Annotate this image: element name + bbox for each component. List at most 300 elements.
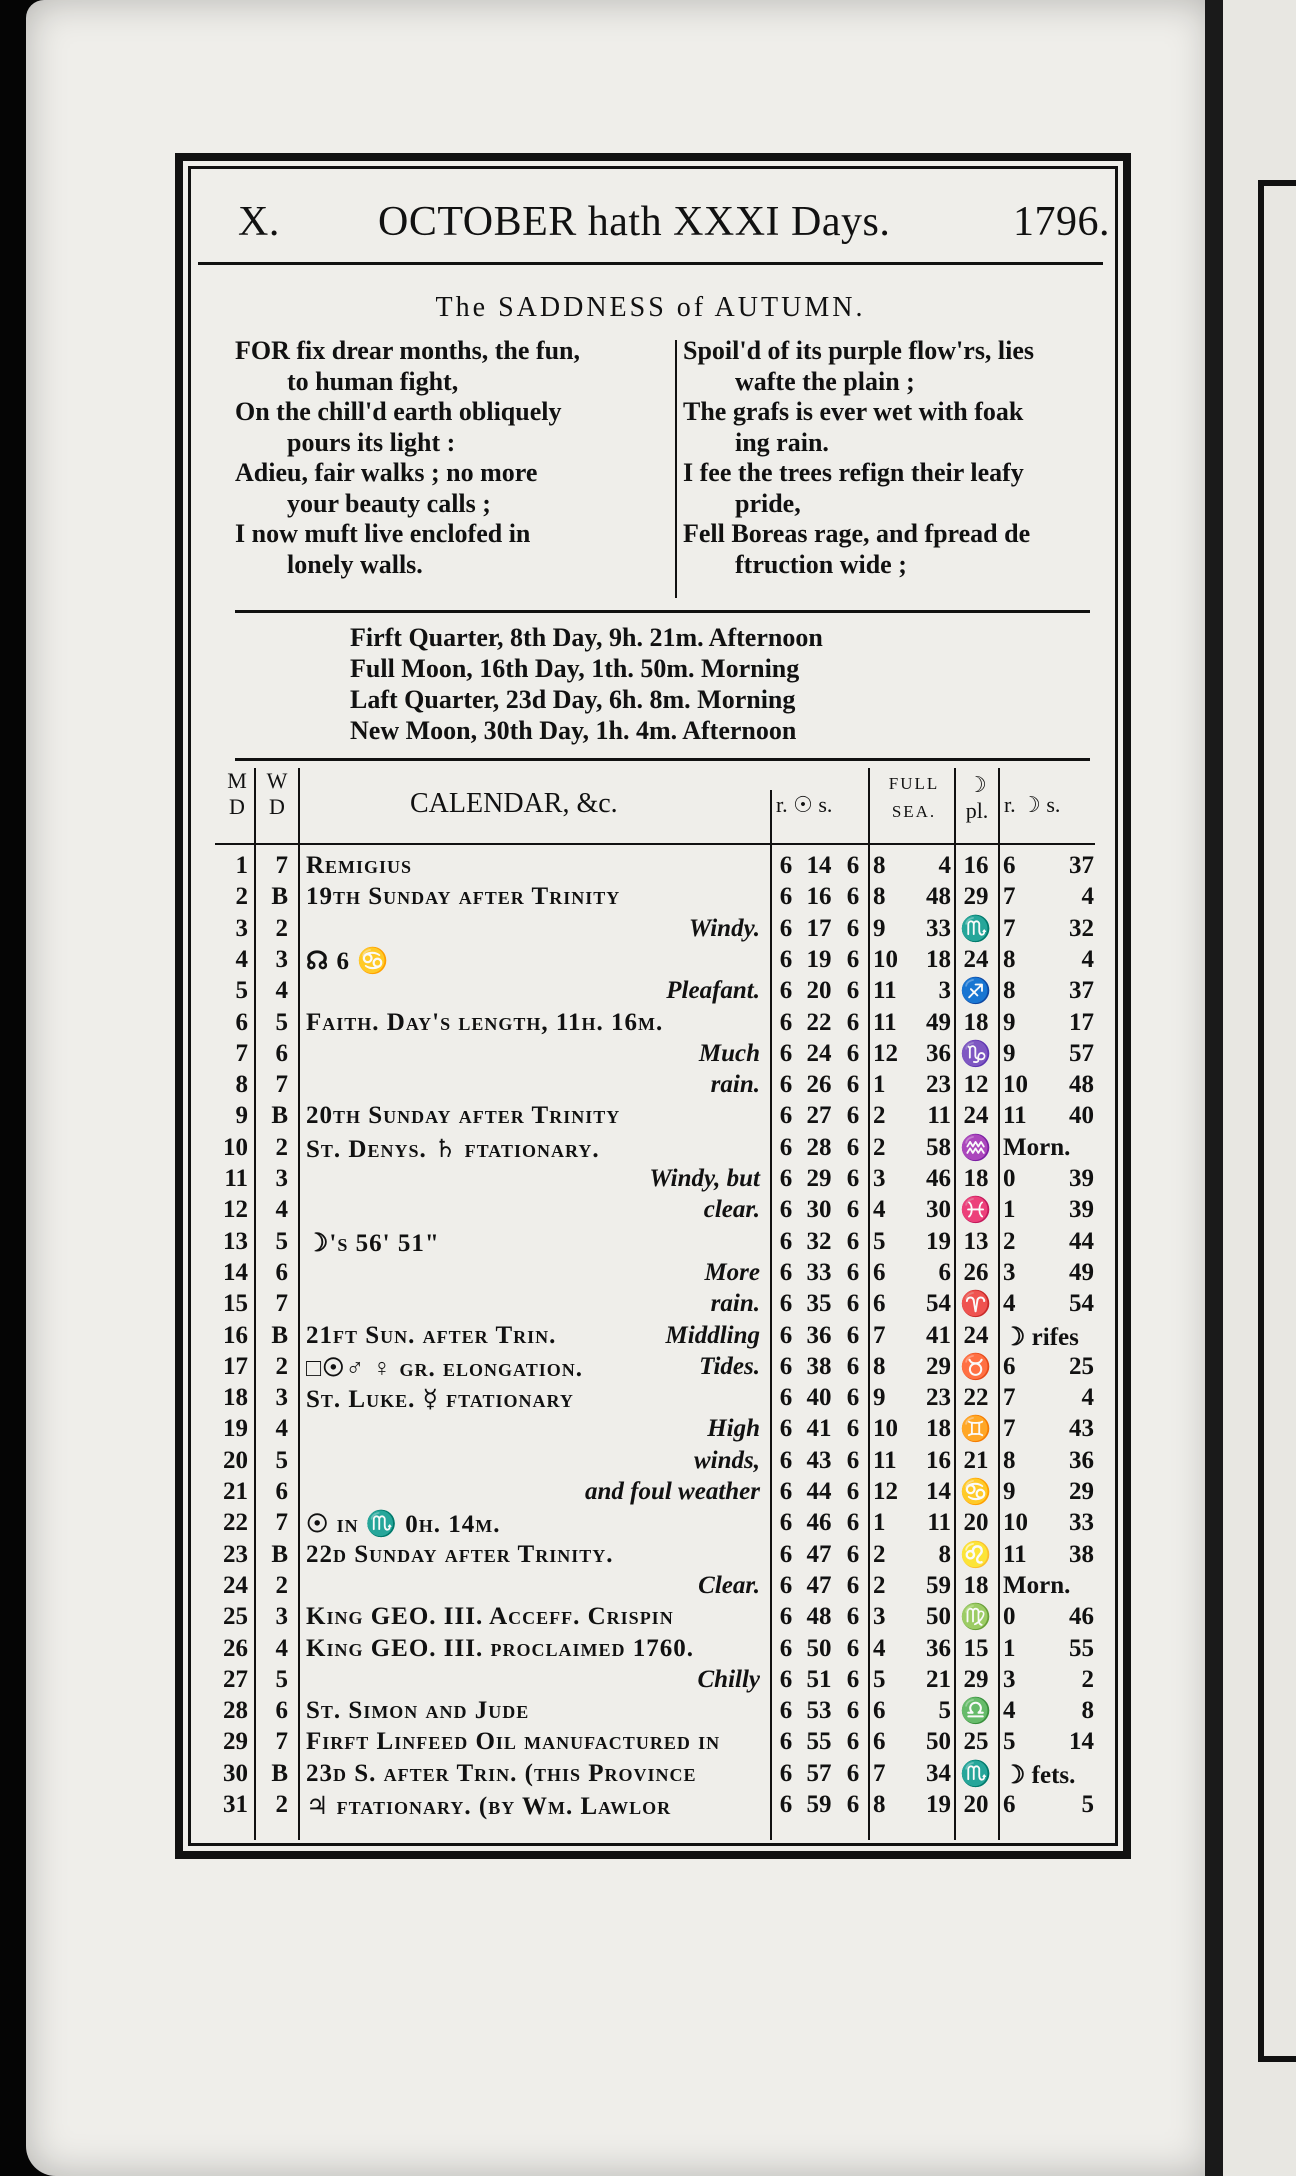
cell-full-sea-hour: 8 (873, 852, 886, 879)
cell-sun-minutes: 16 (806, 883, 832, 911)
table-row (0, 1760, 1296, 1791)
cell-sun-minutes: 41 (806, 1415, 832, 1443)
cell-sun-minutes: 47 (806, 1571, 832, 1599)
poem-line: Adieu, fair walks ; no more (235, 458, 538, 487)
cell-moon-rise-hour: 6 (1003, 1791, 1016, 1818)
cell-month-day: 29 (223, 1728, 248, 1756)
cell-moon-place: 18 (963, 1571, 989, 1599)
cell-moon-rise-minutes: 46 (1069, 1603, 1094, 1631)
table-row (0, 1009, 1296, 1040)
cell-sun-minutes: 29 (806, 1165, 832, 1192)
cell-moon-rise-minutes: 4 (1081, 883, 1094, 911)
moon-phase-line: Full Moon, 16th Day, 1th. 50m. Morning (350, 654, 800, 683)
cell-event: 21ft Sun. after Trin. (306, 1321, 557, 1349)
cell-moon-rise-minutes: 17 (1069, 1008, 1094, 1036)
cell-sunset-hour: 6 (846, 1258, 860, 1286)
cell-moon-place: 24 (963, 1102, 989, 1130)
header-sun: r. ☉ s. (776, 792, 833, 817)
cell-sunrise-hour: 6 (779, 883, 793, 911)
cell-full-sea-hour: 7 (873, 1321, 886, 1349)
cell-full-sea-minutes: 18 (926, 945, 951, 973)
cell-full-sea-hour: 1 (873, 1509, 886, 1537)
poem-line: On the chill'd earth obliquely (235, 397, 562, 426)
cell-sunset-hour: 6 (846, 1196, 860, 1224)
cell-sun-minutes: 19 (806, 945, 832, 973)
cell-sunrise-hour: 6 (779, 1165, 793, 1192)
cell-month-day: 1 (235, 852, 248, 879)
cell-sunset-hour: 6 (846, 914, 860, 942)
cell-weather: rain. (710, 1290, 760, 1318)
moon-phase-line: Laft Quarter, 23d Day, 6h. 8m. Morning (350, 685, 796, 714)
cell-event: 22d Sunday after Trinity. (306, 1540, 614, 1568)
cell-month-day: 9 (235, 1102, 248, 1130)
header-moon-rise-set: r. ☽ s. (1004, 792, 1061, 817)
cell-month-day: 8 (235, 1071, 248, 1099)
table-row (0, 1415, 1296, 1446)
cell-sunrise-hour: 6 (779, 945, 793, 973)
cell-full-sea-hour: 8 (873, 1352, 886, 1380)
cell-moon-place: 24 (963, 945, 989, 973)
cell-moon-rise-hour: 11 (1003, 1540, 1027, 1568)
cell-moon-place: ♑ (960, 1040, 992, 1068)
cell-full-sea-minutes: 50 (926, 1603, 951, 1631)
cell-full-sea-minutes: 41 (926, 1321, 951, 1349)
cell-week-day: 2 (275, 1571, 288, 1599)
cell-full-sea-hour: 3 (873, 1603, 886, 1631)
cell-month-day: 25 (223, 1603, 248, 1631)
cell-sunrise-hour: 6 (779, 1321, 793, 1349)
cell-full-sea-minutes: 46 (926, 1165, 951, 1192)
moon-phases (350, 622, 823, 746)
table-row (0, 1478, 1296, 1509)
cell-month-day: 12 (223, 1196, 248, 1224)
cell-sun-minutes: 27 (806, 1102, 832, 1130)
cell-moon-rise-hour: Morn. (1003, 1133, 1071, 1161)
table-row (0, 1666, 1296, 1697)
poem-line: I fee the trees refign their leafy (683, 458, 1024, 487)
cell-full-sea-minutes: 11 (927, 1102, 951, 1130)
cell-full-sea-minutes: 6 (938, 1258, 951, 1286)
table-row (0, 1196, 1296, 1227)
cell-full-sea-hour: 8 (873, 883, 886, 911)
cell-month-day: 4 (235, 945, 248, 973)
cell-sun-minutes: 51 (806, 1665, 832, 1693)
cell-week-day: 2 (275, 1133, 288, 1161)
cell-event: ☽'s 56' 51" (306, 1229, 440, 1257)
cell-full-sea-hour: 2 (873, 1102, 886, 1130)
cell-full-sea-minutes: 58 (926, 1133, 951, 1161)
cell-moon-rise-hour: 1 (1003, 1196, 1016, 1224)
cell-sunset-hour: 6 (846, 1446, 860, 1474)
table-row (0, 1165, 1296, 1196)
cell-week-day: 3 (275, 1384, 288, 1412)
poem-line: The grafs is ever wet with foak (683, 397, 1024, 426)
cell-moon-rise-hour: ☽ fets. (1003, 1761, 1076, 1789)
cell-week-day: 7 (275, 1728, 288, 1756)
table-row (0, 977, 1296, 1008)
cell-month-day: 7 (235, 1039, 248, 1067)
cell-moon-place: 20 (963, 1791, 989, 1818)
cell-full-sea-hour: 12 (873, 1478, 898, 1505)
cell-moon-place: ♒ (960, 1134, 992, 1162)
cell-moon-place: 25 (963, 1728, 989, 1756)
cell-moon-rise-hour: 7 (1003, 914, 1016, 942)
cell-full-sea-minutes: 19 (926, 1791, 951, 1818)
cell-event: Faith. Day's length, 11h. 16m. (306, 1008, 664, 1036)
cell-sunset-hour: 6 (846, 1102, 860, 1130)
cell-moon-place: ♈ (960, 1291, 992, 1319)
cell-sun-minutes: 53 (806, 1697, 832, 1725)
cell-sunrise-hour: 6 (779, 1603, 793, 1631)
cell-sunset-hour: 6 (846, 1791, 860, 1818)
cell-month-day: 22 (223, 1509, 248, 1537)
cell-moon-rise-minutes: 4 (1081, 1384, 1094, 1412)
cell-moon-place: ♏ (960, 915, 992, 943)
cell-moon-rise-hour: 8 (1003, 977, 1016, 1005)
cell-sunset-hour: 6 (846, 1352, 860, 1380)
cell-sunset-hour: 6 (846, 1697, 860, 1725)
table-row (0, 1134, 1296, 1165)
cell-moon-rise-minutes: 8 (1081, 1697, 1094, 1725)
cell-full-sea-minutes: 5 (938, 1697, 951, 1725)
cell-sunset-hour: 6 (846, 945, 860, 973)
cell-full-sea-hour: 5 (873, 1227, 886, 1255)
cell-full-sea-minutes: 54 (926, 1290, 951, 1318)
cell-week-day: 2 (275, 1791, 288, 1818)
header-moon-place: ☽ pl. (965, 772, 989, 823)
cell-month-day: 14 (223, 1258, 248, 1286)
cell-week-day: 2 (275, 914, 288, 942)
cell-sun-minutes: 32 (806, 1227, 832, 1255)
header-full-sea: FULL SEA. (888, 774, 940, 821)
cell-moon-rise-hour: 1 (1003, 1634, 1016, 1662)
cell-week-day: B (271, 1102, 288, 1130)
cell-sun-minutes: 38 (806, 1352, 832, 1380)
cell-moon-rise-minutes: 39 (1069, 1196, 1094, 1224)
cell-event: ☊ 6 ♋ (306, 947, 390, 975)
cell-moon-place: ♓ (960, 1197, 992, 1225)
cell-week-day: 2 (275, 1352, 288, 1380)
cell-sunset-hour: 6 (846, 1728, 860, 1756)
cell-sunset-hour: 6 (846, 1227, 860, 1255)
cell-week-day: B (271, 883, 288, 911)
cell-moon-rise-minutes: 4 (1081, 945, 1094, 973)
cell-full-sea-minutes: 50 (926, 1728, 951, 1756)
cell-full-sea-hour: 2 (873, 1571, 886, 1599)
cell-moon-rise-hour: 8 (1003, 945, 1016, 973)
table-row (0, 883, 1296, 914)
cell-moon-place: 24 (963, 1321, 989, 1349)
poem-line: I now muft live enclofed in (235, 519, 531, 548)
poem-line: Spoil'd of its purple flow'rs, lies (683, 336, 1035, 365)
cell-month-day: 13 (223, 1227, 248, 1255)
cell-weather: Chilly (697, 1665, 760, 1693)
cell-sunset-hour: 6 (846, 977, 860, 1005)
table-row (0, 1447, 1296, 1478)
cell-month-day: 27 (223, 1665, 248, 1693)
moon-phase-line: Firft Quarter, 8th Day, 9h. 21m. Afternoon (350, 623, 823, 652)
cell-sunrise-hour: 6 (779, 1509, 793, 1537)
cell-sun-minutes: 20 (806, 977, 832, 1005)
cell-weather: Tides. (699, 1352, 760, 1380)
table-row (0, 1603, 1296, 1634)
cell-full-sea-hour: 6 (873, 1697, 886, 1725)
month-header (198, 190, 1110, 260)
cell-moon-place: ♍ (960, 1604, 992, 1632)
cell-event: St. Simon and Jude (306, 1697, 530, 1725)
cell-moon-rise-hour: ☽ rifes (1003, 1323, 1079, 1351)
cell-sunset-hour: 6 (846, 1540, 860, 1568)
header-week-day: W D (266, 768, 288, 819)
table-row (0, 946, 1296, 977)
table-row (0, 1259, 1296, 1290)
cell-moon-rise-hour: 0 (1003, 1603, 1016, 1631)
cell-sunrise-hour: 6 (779, 1102, 793, 1130)
cell-full-sea-hour: 5 (873, 1665, 886, 1693)
cell-moon-rise-minutes: 32 (1069, 914, 1094, 942)
poem-line: lonely walls. (287, 549, 423, 579)
cell-event: 20th Sunday after Trinity (306, 1102, 621, 1130)
poem-line: ing rain. (735, 427, 829, 457)
table-row (0, 852, 1296, 883)
title-rule (198, 262, 1103, 265)
cell-full-sea-hour: 6 (873, 1728, 886, 1756)
cell-full-sea-hour: 10 (873, 1415, 898, 1443)
cell-sun-minutes: 50 (806, 1634, 832, 1662)
header-calendar: CALENDAR, &c. (410, 788, 618, 819)
cell-moon-rise-hour: 11 (1003, 1102, 1027, 1130)
cell-event: ☉ in ♏ 0h. 14m. (306, 1511, 501, 1539)
cell-sunrise-hour: 6 (779, 1352, 793, 1380)
cell-sun-minutes: 40 (806, 1384, 832, 1412)
cell-full-sea-hour: 2 (873, 1133, 886, 1161)
cell-month-day: 21 (223, 1478, 248, 1505)
cell-month-day: 26 (223, 1634, 248, 1662)
cell-moon-rise-minutes: 39 (1069, 1165, 1094, 1192)
cell-sunset-hour: 6 (846, 1665, 860, 1693)
cell-month-day: 19 (223, 1415, 248, 1443)
table-row (0, 1228, 1296, 1259)
cell-weather: Pleafant. (666, 977, 760, 1005)
cell-week-day: B (271, 1540, 288, 1568)
cell-moon-rise-hour: 7 (1003, 1415, 1016, 1443)
cell-full-sea-hour: 4 (873, 1196, 886, 1224)
cell-sunset-hour: 6 (846, 1384, 860, 1412)
cell-moon-place: 26 (963, 1258, 989, 1286)
cell-full-sea-hour: 1 (873, 1071, 886, 1099)
cell-sunrise-hour: 6 (779, 1571, 793, 1599)
cell-full-sea-hour: 4 (873, 1634, 886, 1662)
cell-full-sea-hour: 11 (873, 1446, 897, 1474)
cell-moon-rise-minutes: 29 (1069, 1478, 1094, 1505)
cell-week-day: B (271, 1759, 288, 1787)
year: 1796. (1013, 199, 1110, 245)
table-row (0, 1353, 1296, 1384)
cell-sun-minutes: 24 (806, 1039, 832, 1067)
cell-moon-rise-hour: 8 (1003, 1446, 1016, 1474)
cell-sunset-hour: 6 (846, 1571, 860, 1599)
cell-weather: and foul weather (584, 1478, 760, 1505)
cell-moon-place: ♏ (960, 1760, 992, 1788)
cell-sunset-hour: 6 (846, 1133, 860, 1161)
cell-week-day: 3 (275, 1603, 288, 1631)
cell-event: ♃ ftationary. (by Wm. Lawlor (306, 1793, 672, 1820)
cell-sunrise-hour: 6 (779, 1634, 793, 1662)
cell-sun-minutes: 57 (806, 1759, 832, 1787)
cell-sunrise-hour: 6 (779, 1665, 793, 1693)
cell-week-day: 5 (275, 1227, 288, 1255)
cell-full-sea-hour: 11 (873, 977, 897, 1005)
cell-sun-minutes: 55 (806, 1728, 832, 1756)
cell-week-day: 6 (275, 1039, 288, 1067)
cell-week-day: 4 (275, 1415, 288, 1443)
cell-full-sea-hour: 10 (873, 945, 898, 973)
cell-full-sea-minutes: 34 (926, 1759, 951, 1787)
cell-moon-rise-hour: 9 (1003, 1039, 1016, 1067)
cell-moon-rise-minutes: 33 (1069, 1509, 1094, 1537)
cell-sunset-hour: 6 (846, 1321, 860, 1349)
cell-month-day: 17 (223, 1352, 248, 1380)
cell-moon-rise-minutes: 48 (1069, 1071, 1094, 1099)
cell-sunset-hour: 6 (846, 883, 860, 911)
table-row (0, 1040, 1296, 1071)
cell-full-sea-minutes: 8 (938, 1540, 951, 1568)
cell-sunrise-hour: 6 (779, 1415, 793, 1443)
cell-sun-minutes: 35 (806, 1290, 832, 1318)
cell-event: Firft Linfeed Oil manufactured in (306, 1728, 721, 1756)
poem-line: ftruction wide ; (735, 549, 907, 579)
cell-sunrise-hour: 6 (779, 1728, 793, 1756)
table-row (0, 1791, 1296, 1822)
cell-full-sea-hour: 9 (873, 914, 886, 942)
cell-sunrise-hour: 6 (779, 1697, 793, 1725)
cell-sunrise-hour: 6 (779, 1290, 793, 1318)
cell-sunrise-hour: 6 (779, 1133, 793, 1161)
cell-sunrise-hour: 6 (779, 1258, 793, 1286)
table-row (0, 1290, 1296, 1321)
cell-sun-minutes: 47 (806, 1540, 832, 1568)
cell-moon-place: ♊ (960, 1416, 992, 1444)
table-row (0, 1509, 1296, 1540)
cell-week-day: 5 (275, 1446, 288, 1474)
cell-moon-rise-hour: 4 (1003, 1290, 1016, 1318)
cell-moon-rise-minutes: 43 (1069, 1415, 1094, 1443)
cell-sun-minutes: 43 (806, 1446, 832, 1474)
cell-sun-minutes: 14 (806, 852, 832, 879)
cell-sun-minutes: 17 (806, 914, 832, 942)
moon-rule (235, 758, 1090, 761)
cell-moon-place: ♐ (960, 978, 992, 1006)
cell-month-day: 5 (235, 977, 248, 1005)
cell-sun-minutes: 59 (806, 1791, 832, 1818)
poem-line: to human fight, (287, 366, 459, 396)
cell-sunset-hour: 6 (846, 1165, 860, 1192)
cell-month-day: 16 (223, 1321, 248, 1349)
cell-moon-rise-minutes: 37 (1069, 852, 1094, 879)
cell-sunrise-hour: 6 (779, 977, 793, 1005)
cell-week-day: 6 (275, 1258, 288, 1286)
cell-full-sea-hour: 3 (873, 1165, 886, 1192)
cell-moon-rise-minutes: 54 (1069, 1290, 1094, 1318)
cell-month-day: 6 (235, 1008, 248, 1036)
poem-left-column (235, 336, 650, 580)
cell-weather: winds, (693, 1446, 760, 1474)
poem-line: FOR fix drear months, the fun, (235, 336, 580, 365)
table-row (0, 1384, 1296, 1415)
table-row (0, 915, 1296, 946)
cell-sun-minutes: 26 (806, 1071, 832, 1099)
cell-moon-place: ♋ (960, 1479, 992, 1506)
month-title: OCTOBER hath XXXI Days. (378, 199, 891, 245)
cell-week-day: 7 (275, 1071, 288, 1099)
cell-sunset-hour: 6 (846, 1603, 860, 1631)
month-numeral: X. (238, 199, 280, 245)
cell-moon-place: 16 (963, 852, 989, 879)
cell-moon-place: 20 (963, 1509, 989, 1537)
cell-sunset-hour: 6 (846, 1071, 860, 1099)
cell-sun-minutes: 22 (806, 1008, 832, 1036)
cell-moon-place: 21 (963, 1446, 989, 1474)
cell-sun-minutes: 28 (806, 1133, 832, 1161)
moon-phase-line: New Moon, 30th Day, 1h. 4m. Afternoon (350, 716, 797, 745)
cell-month-day: 15 (223, 1290, 248, 1318)
cell-week-day: 7 (275, 1509, 288, 1537)
cell-moon-rise-minutes: 44 (1069, 1227, 1094, 1255)
table-row (0, 1071, 1296, 1102)
cell-sunrise-hour: 6 (779, 1759, 793, 1787)
cell-moon-rise-hour: Morn. (1003, 1571, 1071, 1599)
cell-weather: Windy, but (649, 1165, 760, 1192)
cell-event: King GEO. III. Acceff. Crispin (306, 1603, 674, 1631)
cell-full-sea-minutes: 18 (926, 1415, 951, 1443)
cell-moon-place: 29 (963, 883, 989, 911)
table-row (0, 1102, 1296, 1133)
cell-full-sea-minutes: 21 (926, 1665, 951, 1693)
cell-month-day: 30 (223, 1759, 248, 1787)
poem-line: wafte the plain ; (735, 366, 915, 396)
cell-event: King GEO. III. proclaimed 1760. (306, 1634, 694, 1662)
cell-full-sea-hour: 7 (873, 1759, 886, 1787)
cell-moon-place: 29 (963, 1665, 989, 1693)
cell-event: 23d S. after Trin. (this Province (306, 1759, 697, 1787)
cell-full-sea-minutes: 23 (926, 1384, 951, 1412)
cell-moon-rise-minutes: 14 (1069, 1728, 1094, 1756)
cell-month-day: 31 (223, 1791, 248, 1818)
cell-full-sea-hour: 9 (873, 1384, 886, 1412)
cell-full-sea-minutes: 36 (926, 1039, 951, 1067)
cell-moon-place: 13 (963, 1227, 989, 1255)
cell-week-day: B (271, 1321, 288, 1349)
cell-event: 19th Sunday after Trinity (306, 883, 621, 911)
table-row (0, 1635, 1296, 1666)
cell-moon-place: ♉ (960, 1353, 992, 1381)
cell-moon-place: 18 (963, 1165, 989, 1192)
cell-moon-rise-hour: 10 (1003, 1509, 1028, 1537)
cell-moon-place: 22 (963, 1384, 989, 1412)
cell-moon-place: ♌ (960, 1541, 992, 1569)
cell-week-day: 4 (275, 977, 288, 1005)
cell-event: St. Denys. ♄ ftationary. (306, 1135, 600, 1163)
cell-weather: clear. (703, 1196, 760, 1224)
cell-moon-rise-minutes: 36 (1069, 1446, 1094, 1474)
cell-moon-rise-hour: 2 (1003, 1227, 1016, 1255)
cell-month-day: 10 (223, 1133, 248, 1161)
cell-month-day: 2 (235, 883, 248, 911)
cell-weather: Windy. (688, 914, 760, 942)
cell-weather: High (707, 1415, 760, 1443)
poem-divider (675, 340, 677, 598)
cell-full-sea-minutes: 11 (927, 1509, 951, 1537)
